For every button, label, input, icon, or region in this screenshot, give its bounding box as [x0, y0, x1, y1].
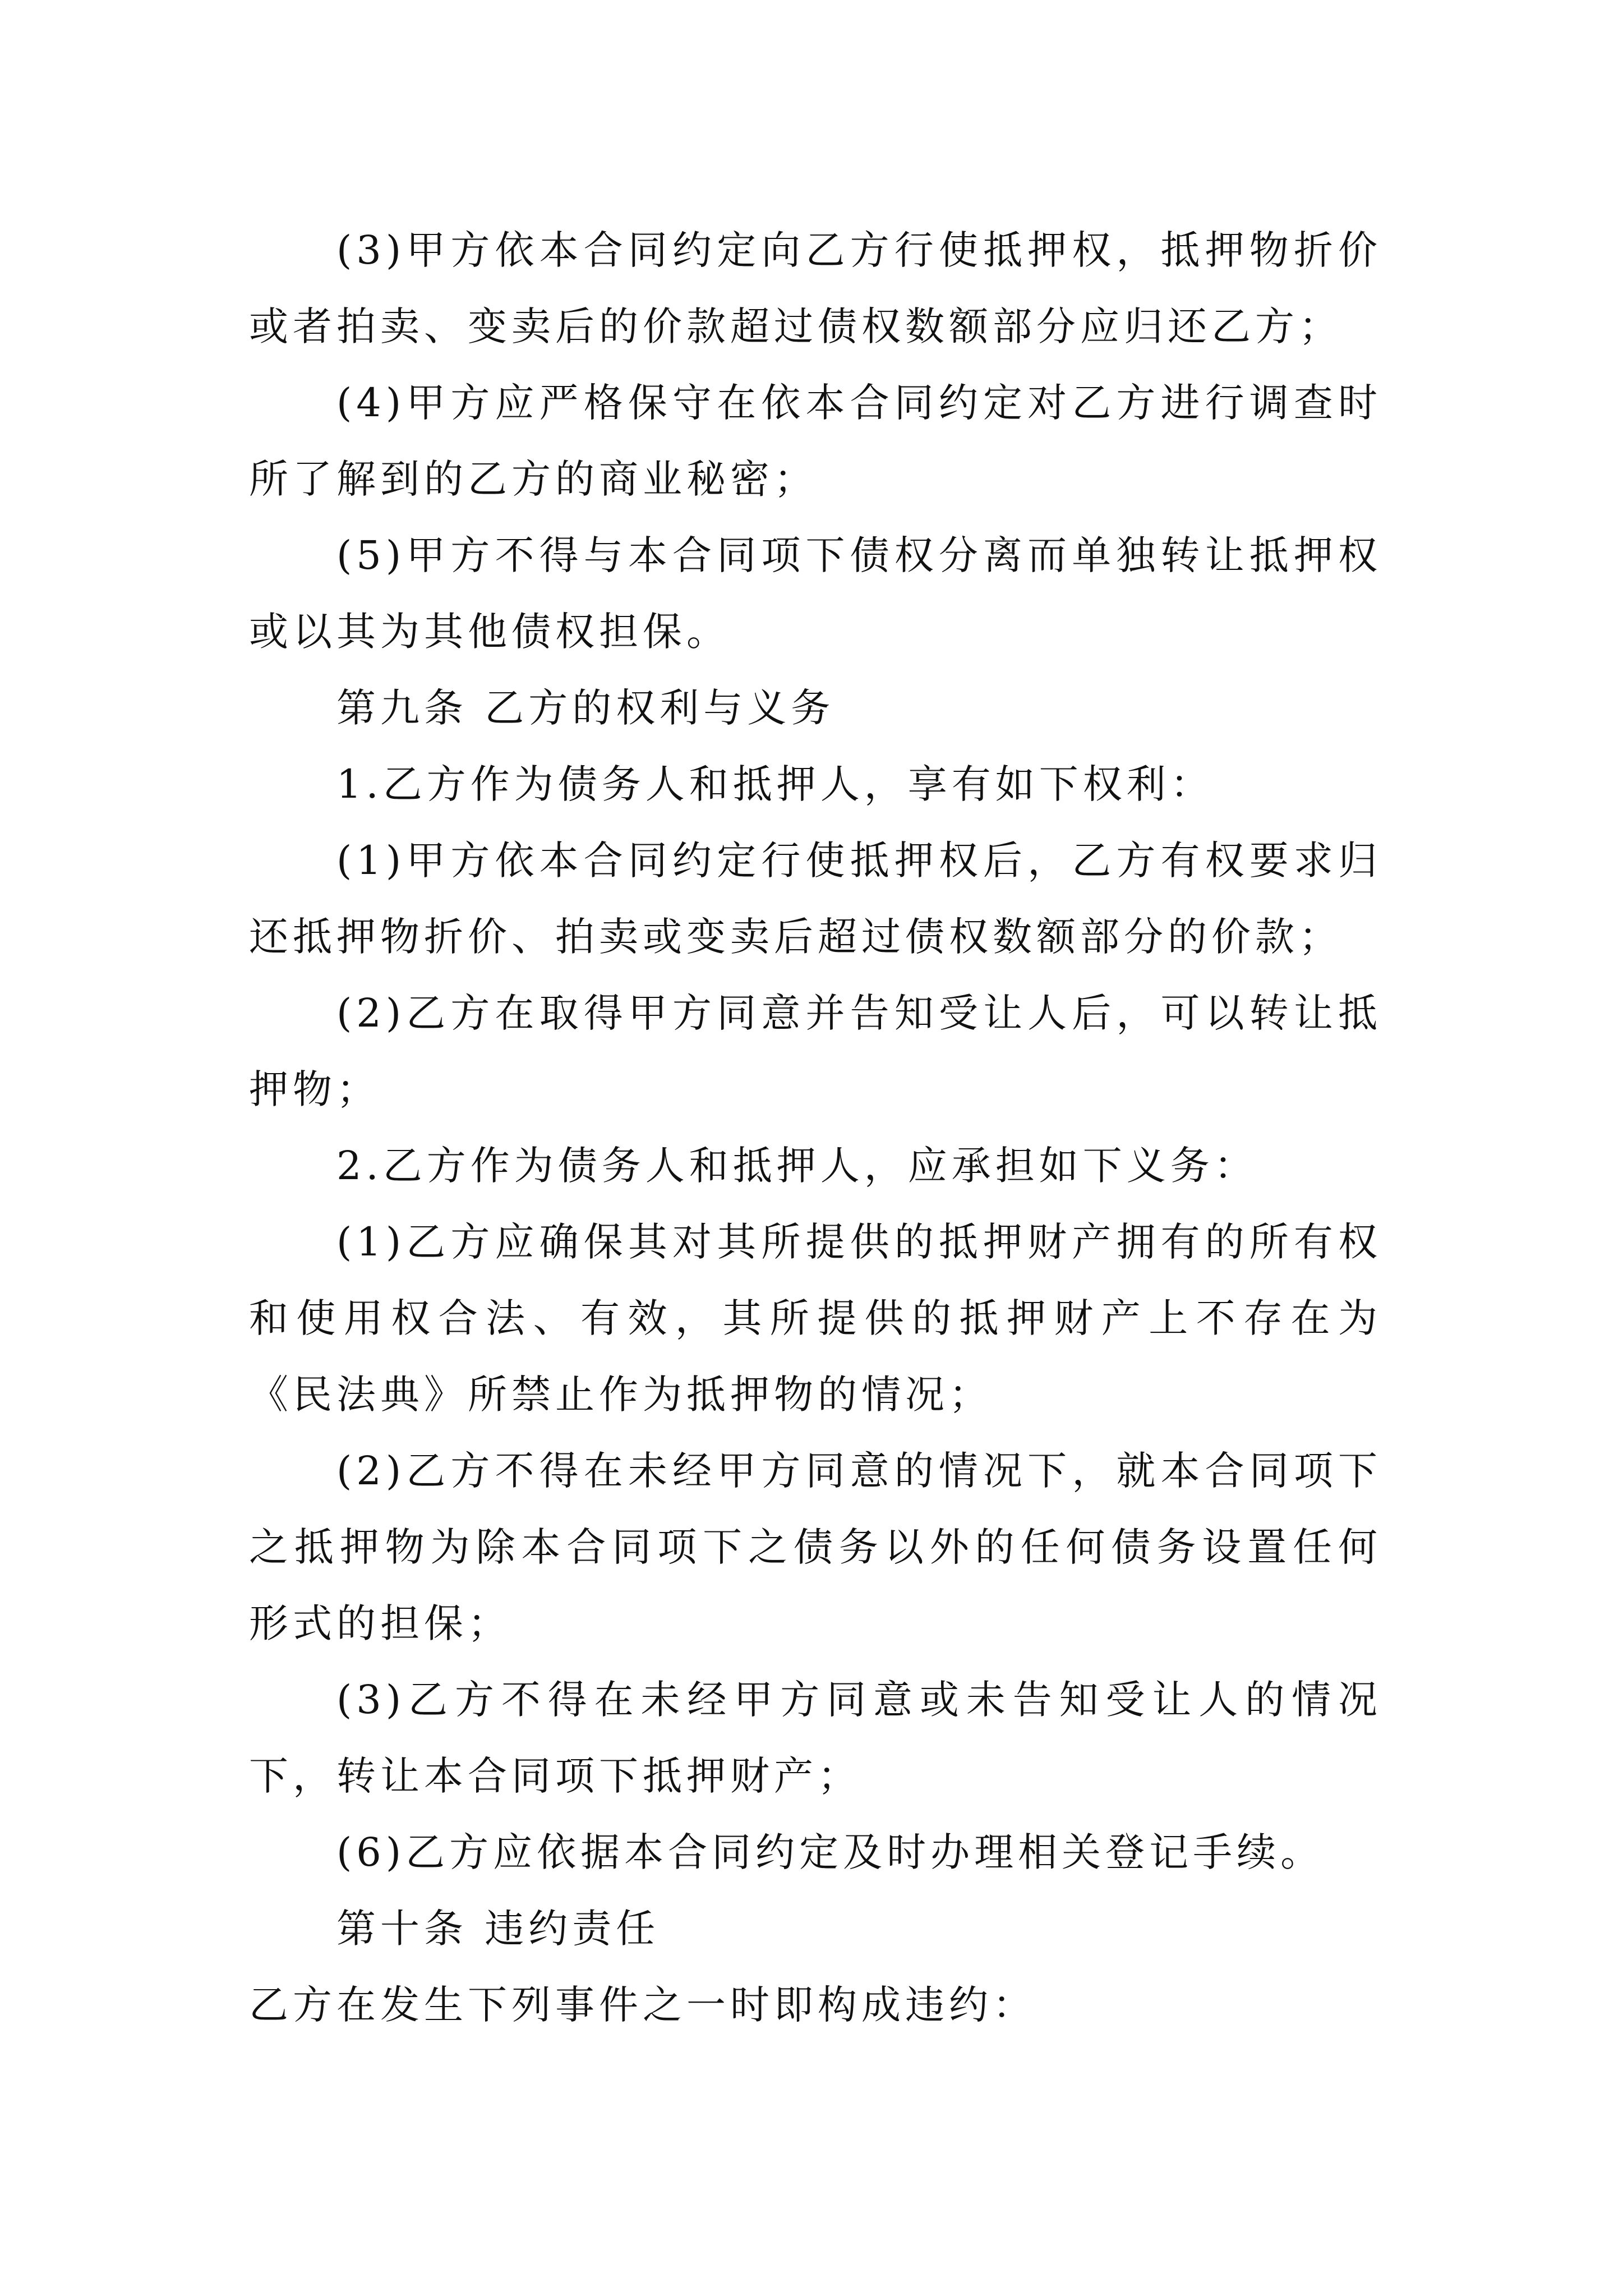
- right-1-paragraph: (1)甲方依本合同约定行使抵押权后，乙方有权要求归还抵押物折价、拍卖或变卖后超过债权数额部分的价款；: [249, 838, 1382, 960]
- clause-3-paragraph: (3)甲方依本合同约定向乙方行使抵押权，抵押物折价或者拍卖、变卖后的价款超过债权数额部分应归还乙方；: [249, 227, 1382, 349]
- obligation-1-paragraph: (1)乙方应确保其对其所提供的抵押财产拥有的所有权和使用权合法、有效，其所提供的抵押财产上不存在为《民法典》所禁止作为抵押物的情况；: [249, 1219, 1382, 1418]
- obligation-6-paragraph: (6)乙方应依据本合同约定及时办理相关登记手续。: [336, 1829, 1325, 1875]
- obligation-2-paragraph: (2)乙方不得在未经甲方同意的情况下，就本合同项下之抵押物为除本合同项下之债务以外的任何债务设置任何形式的担保；: [249, 1448, 1382, 1646]
- obligation-3-paragraph: (3)乙方不得在未经甲方同意或未告知受让人的情况下，转让本合同项下抵押财产；: [249, 1677, 1382, 1799]
- article-10-heading: 第十条 违约责任: [336, 1906, 660, 1952]
- rights-intro-paragraph: 1.乙方作为债务人和抵押人，享有如下权利：: [336, 761, 1214, 807]
- clause-4-paragraph: (4)甲方应严格保守在依本合同约定对乙方进行调查时所了解到的乙方的商业秘密；: [249, 380, 1382, 502]
- document-body: [249, 212, 1382, 2043]
- right-2-paragraph: (2)乙方在取得甲方同意并告知受让人后，可以转让抵押物；: [249, 990, 1382, 1112]
- article-9-heading: 第九条 乙方的权利与义务: [336, 685, 835, 731]
- clause-5-paragraph: (5)甲方不得与本合同项下债权分离而单独转让抵押权或以其为其他债权担保。: [249, 532, 1382, 655]
- obligations-intro-paragraph: 2.乙方作为债务人和抵押人，应承担如下义务：: [336, 1143, 1258, 1189]
- breach-intro-paragraph: 乙方在发生下列事件之一时即构成违约：: [249, 1982, 1036, 2028]
